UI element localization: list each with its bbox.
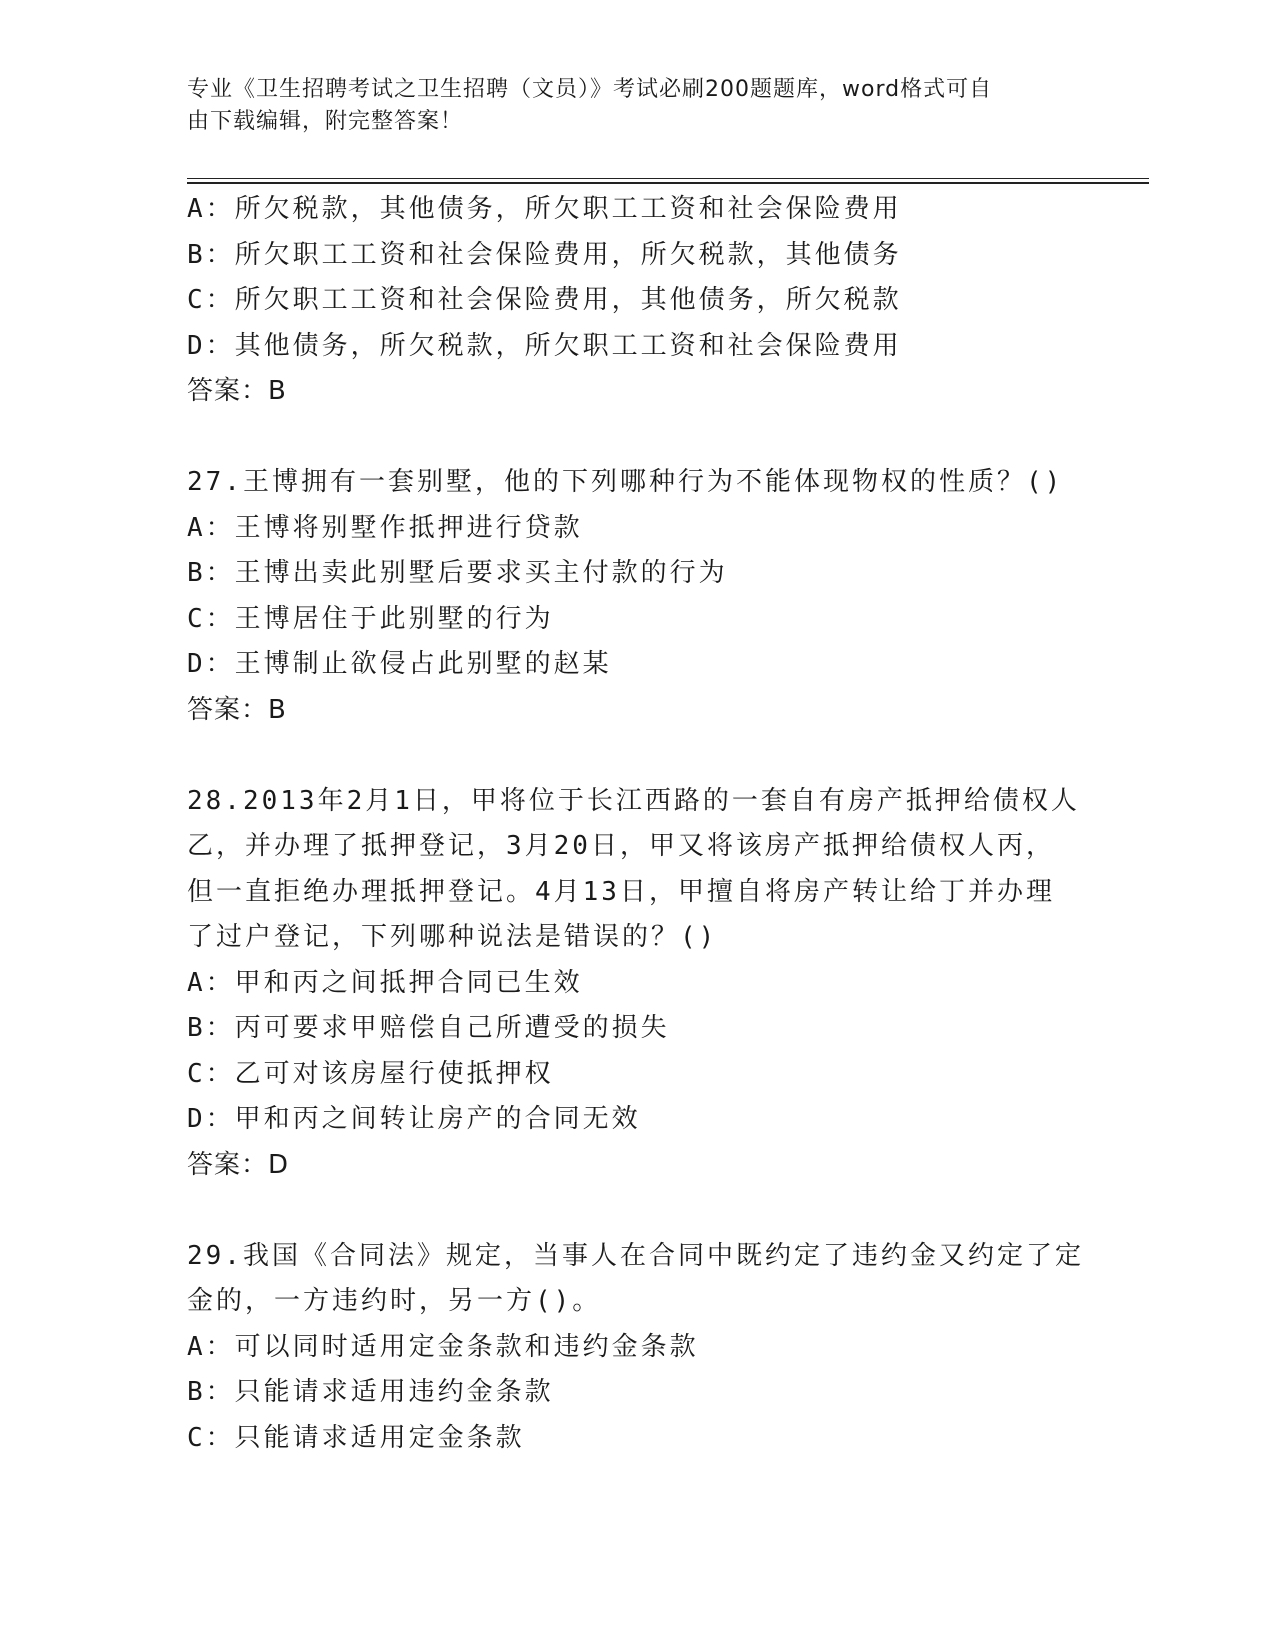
option-b: B：丙可要求甲赔偿自己所遭受的损失 (187, 1013, 670, 1043)
question-29 (187, 1234, 1087, 1462)
question-content (187, 187, 1087, 1461)
option-d: D：王博制止欲侵占此别墅的赵某 (187, 649, 612, 679)
question-text: 了过户登记，下列哪种说法是错误的？() (187, 922, 718, 952)
option-b: B：王博出卖此别墅后要求买主付款的行为 (187, 558, 728, 588)
answer: 答案：B (187, 376, 287, 406)
question-26-tail (187, 187, 1087, 415)
spacer (187, 733, 1087, 779)
option-c: C：乙可对该房屋行使抵押权 (187, 1058, 554, 1089)
spacer (187, 415, 1087, 461)
option-a: A：甲和丙之间抵押合同已生效 (187, 967, 583, 998)
answer: 答案：B (187, 694, 287, 725)
question-text: 27.王博拥有一套别墅，他的下列哪种行为不能体现物权的性质？() (187, 467, 1064, 497)
question-28 (187, 779, 1087, 1189)
spacer (187, 1188, 1087, 1234)
option-b: B：只能请求适用违约金条款 (187, 1377, 554, 1407)
option-d: D：甲和丙之间转让房产的合同无效 (187, 1104, 641, 1134)
option-a: A：可以同时适用定金条款和违约金条款 (187, 1331, 699, 1362)
question-text: 29.我国《合同法》规定，当事人在合同中既约定了违约金又约定了定 (187, 1240, 1084, 1271)
option-a: A：王博将别墅作抵押进行贷款 (187, 512, 583, 543)
option-c: C：所欠职工工资和社会保险费用，其他债务，所欠税款 (187, 285, 902, 315)
question-text: 但一直拒绝办理抵押登记。4月13日，甲擅自将房产转让给丁并办理 (187, 876, 1055, 907)
option-c: C：只能请求适用定金条款 (187, 1422, 525, 1453)
question-text: 乙，并办理了抵押登记，3月20日，甲又将该房产抵押给债权人丙， (187, 831, 1055, 861)
option-b: B：所欠职工工资和社会保险费用，所欠税款，其他债务 (187, 239, 902, 270)
document-header: 专业《卫生招聘考试之卫生招聘（文员）》考试必刷200题题库，word格式可自 由下载编辑，附完整答案！ (187, 77, 993, 134)
option-a: A：所欠税款，其他债务，所欠职工工资和社会保险费用 (187, 194, 902, 224)
header-rule-thick (187, 182, 1149, 184)
answer: 答案：D (187, 1149, 290, 1180)
header-rule-thin (187, 178, 1149, 179)
option-d: D：其他债务，所欠税款，所欠职工工资和社会保险费用 (187, 330, 902, 361)
question-27 (187, 460, 1087, 733)
question-text: 金的，一方违约时，另一方()。 (187, 1286, 602, 1316)
question-text: 28.2013年2月1日，甲将位于长江西路的一套自有房产抵押给债权人 (187, 785, 1080, 816)
option-c: C：王博居住于此别墅的行为 (187, 603, 554, 634)
